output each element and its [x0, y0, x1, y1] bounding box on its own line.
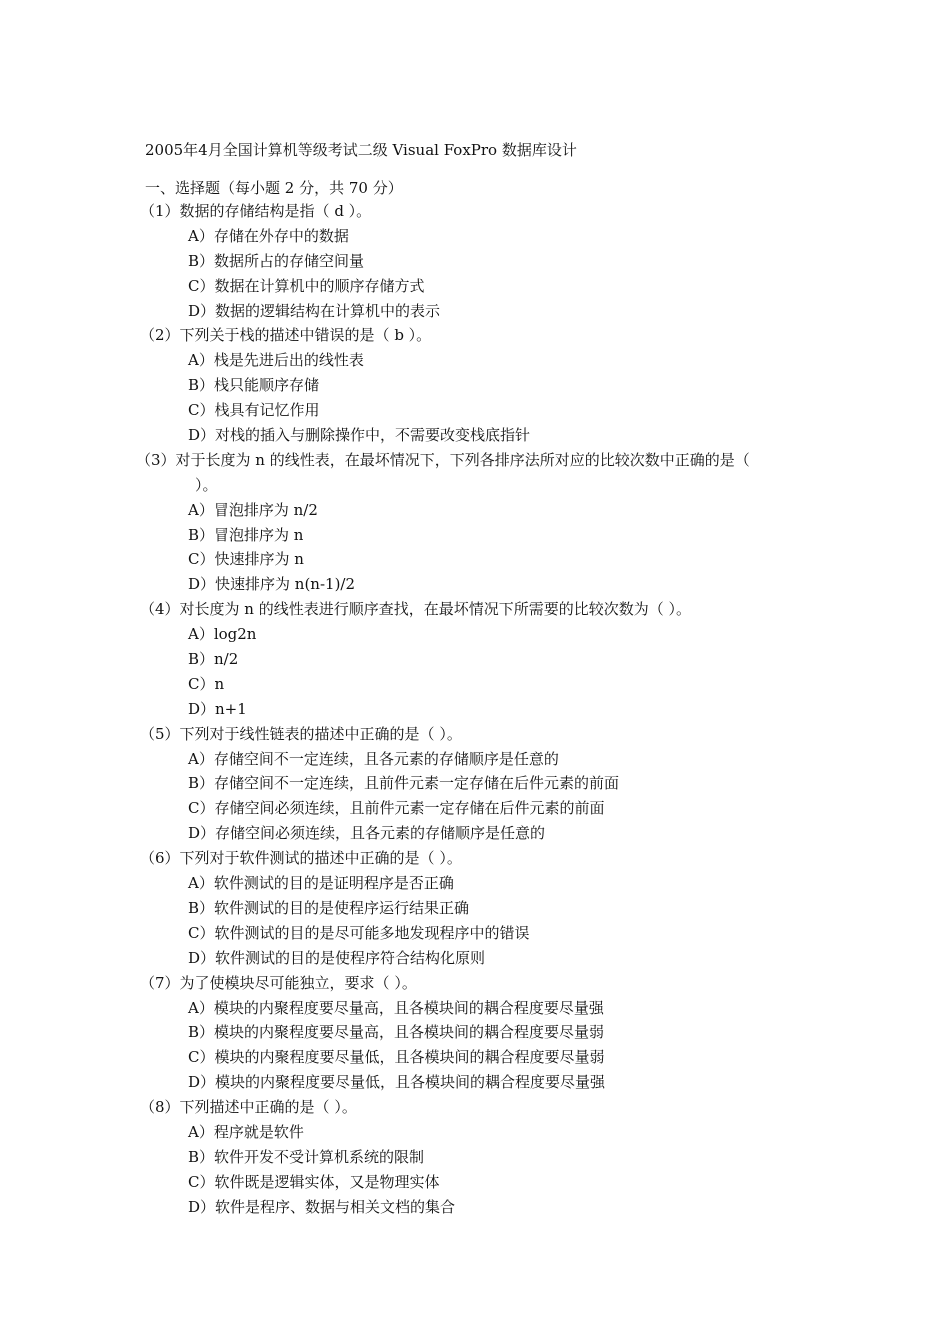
option-c: C）软件既是逻辑实体，又是物理实体: [188, 1172, 440, 1191]
question-stem: （7）为了使模块尽可能独立，要求（ ）。: [140, 973, 417, 992]
option-b: B）n/2: [188, 650, 239, 669]
option-d: D）模块的内聚程度要尽量低，且各模块间的耦合程度要尽量强: [188, 1073, 606, 1092]
question-stem: （6）下列对于软件测试的描述中正确的是（ ）。: [140, 849, 462, 868]
option-d: D）n+1: [188, 699, 247, 718]
question-list: [136, 199, 820, 1220]
document-title: 2005年4月全国计算机等级考试二级 Visual FoxPro 数据库设计: [145, 141, 577, 159]
option-a: A）栈是先进后出的线性表: [188, 351, 364, 370]
option-c: C）快速排序为 n: [188, 550, 304, 569]
question-stem: （2）下列关于栈的描述中错误的是（ b ）。: [140, 326, 432, 345]
option-c: C）模块的内聚程度要尽量低，且各模块间的耦合程度要尽量弱: [188, 1048, 605, 1067]
question-stem: （1）数据的存储结构是指（ d ）。: [140, 202, 372, 220]
question-stem: （3）对于长度为 n 的线性表，在最坏情况下，下列各排序法所对应的比较次数中正确的是（: [136, 450, 750, 469]
option-c: C）数据在计算机中的顺序存储方式: [188, 276, 425, 295]
option-a: A）存储在外存中的数据: [188, 226, 349, 245]
question-8: [140, 1095, 820, 1219]
option-b: B）冒泡排序为 n: [188, 525, 304, 544]
option-d: D）对栈的插入与删除操作中，不需要改变栈底指针: [188, 426, 531, 445]
option-a: A）软件测试的目的是证明程序是否正确: [188, 874, 454, 893]
option-c: C）n: [188, 674, 225, 693]
question-2: [140, 323, 820, 447]
option-c: C）软件测试的目的是尽可能多地发现程序中的错误: [188, 923, 530, 942]
option-b: B）软件测试的目的是使程序运行结果正确: [188, 898, 470, 917]
option-b: B）软件开发不受计算机系统的限制: [188, 1147, 425, 1166]
option-d: D）存储空间必须连续，且各元素的存储顺序是任意的: [188, 824, 546, 843]
section-heading: 一、选择题（每小题 2 分，共 70 分）: [145, 179, 403, 197]
option-a: A）log2n: [188, 625, 257, 644]
question-1: [140, 199, 820, 323]
option-b: B）模块的内聚程度要尽量高，且各模块间的耦合程度要尽量弱: [188, 1023, 605, 1042]
question-stem: （5）下列对于线性链表的描述中正确的是（ ）。: [140, 724, 462, 743]
option-b: B）栈只能顺序存储: [188, 376, 320, 395]
option-d: D）快速排序为 n(n-1)/2: [188, 575, 356, 594]
question-7: [140, 971, 820, 1095]
question-stem: （8）下列描述中正确的是（ ）。: [140, 1098, 357, 1117]
question-3: [136, 448, 820, 597]
option-d: D）软件测试的目的是使程序符合结构化原则: [188, 948, 486, 967]
question-4: [140, 597, 820, 721]
option-d: D）软件是程序、数据与相关文档的集合: [188, 1197, 456, 1216]
option-b: B）数据所占的存储空间量: [188, 251, 365, 270]
question-6: [140, 846, 820, 970]
option-b: B）存储空间不一定连续，且前件元素一定存储在后件元素的前面: [188, 774, 620, 793]
option-a: A）存储空间不一定连续，且各元素的存储顺序是任意的: [188, 749, 559, 768]
option-a: A）冒泡排序为 n/2: [188, 500, 318, 519]
question-stem: （4）对长度为 n 的线性表进行顺序查找，在最坏情况下所需要的比较次数为（ ）。: [140, 600, 692, 619]
option-a: A）模块的内聚程度要尽量高，且各模块间的耦合程度要尽量强: [188, 998, 604, 1017]
option-a: A）程序就是软件: [188, 1122, 304, 1141]
question-5: [140, 722, 820, 846]
question-stem-continuation: ）。: [195, 475, 218, 494]
option-d: D）数据的逻辑结构在计算机中的表示: [188, 301, 441, 320]
option-c: C）存储空间必须连续，且前件元素一定存储在后件元素的前面: [188, 799, 605, 818]
option-c: C）栈具有记忆作用: [188, 401, 320, 420]
